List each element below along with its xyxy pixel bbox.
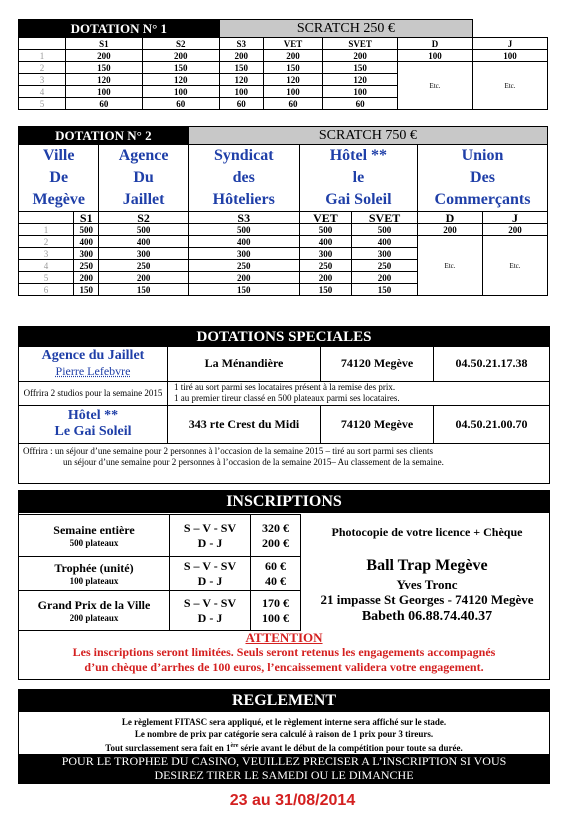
reglement-line-1: Le règlement FITASC sera appliqué, et le règlement interne sera affiché sur le stade. — [121, 717, 447, 727]
table-row: 6 150 150 150 150 150 — [19, 284, 548, 296]
inscriptions-box — [18, 490, 550, 680]
sponsor-union: Union Des Commerçants — [418, 145, 548, 212]
table-row: Trophée (unité) 100 plateaux S – V - SV D - J 60 € 40 € — [19, 557, 301, 591]
trophee-note: POUR LE TROPHEE DU CASINO, VEUILLEZ PRECISER A L’INSCRIPTION SI VOUS DESIREZ TIRER LE SAMEDI OU LE DIMANCHE — [19, 754, 549, 783]
reglement-line-2: Le nombre de prix par catégorie sera calculé à raison de 1 prix pour 3 tireurs. — [134, 729, 434, 739]
table-row: 2 400 400 400 400 400 Etc. Etc. — [19, 236, 548, 248]
sponsor-ville: Ville De Megève — [19, 145, 99, 212]
col-header: D — [418, 212, 483, 224]
col-header: D — [398, 38, 473, 50]
dotation-1-title: DOTATION N° 1 — [19, 20, 220, 38]
dotation-2-header-row — [19, 212, 548, 224]
sponsor-row — [19, 145, 548, 212]
sponsor-hotel: Hôtel ** le Gai Soleil — [299, 145, 417, 212]
photocopie-note: Photocopie de votre licence + Chèque — [331, 525, 523, 539]
attention-line-2: d’un chèque d’arrhes de 100 euros, l’encaissement validera votre engagement. — [84, 660, 484, 674]
table-row: 3 120 120 120 120 120 — [19, 74, 548, 86]
col-header: S2 — [142, 38, 219, 50]
dotations-speciales-title: DOTATIONS SPECIALES — [19, 327, 549, 347]
col-header: S1 — [74, 212, 99, 224]
club-address: 21 impasse St Georges - 74120 Megève — [320, 592, 534, 607]
col-header: S1 — [66, 38, 143, 50]
club-phone: Babeth 06.88.74.40.37 — [361, 609, 493, 624]
dotations-speciales-box: DOTATIONS SPECIALES Agence du Jaillet Pierre Lefebvre La Ménandière 74120 Megève 04.50.21.17.38 Offrira 2 studios pour la semaine 2015 1 tiré au sort parmi ses locataires présent à la remise des prix. 1 au premier tireur classé en 500 plateaux parmi ses locataires. Hôtel ** Le Gai Soleil 343 rte Crest du Midi 74120 Megève 04.50.21.00.70 Offrira : un séjour d’une semaine pour 2 personnes à l’occasion de la semaine 2015 – tiré au sort parmi ses clients un séjour d’une semaine pour 2 personnes à l’occasion de la semaine 2015– Au classement de la semaine. — [18, 326, 550, 484]
dotation-2-scratch: SCRATCH 750 € — [188, 127, 547, 145]
col-header: J — [483, 212, 548, 224]
reglement-box — [18, 689, 550, 784]
col-header: S2 — [99, 212, 188, 224]
table-row: 1 500 500 500 500 500 200 200 — [19, 224, 548, 236]
col-header: S3 — [219, 38, 263, 50]
dotation-1-header-row — [19, 38, 548, 50]
event-dates: 23 au 31/08/2014 — [229, 792, 356, 809]
col-header: J — [473, 38, 548, 50]
contact-person: Yves Tronc — [396, 577, 458, 592]
dotation-2-title: DOTATION N° 2 — [19, 127, 189, 145]
table-row: 5 200 200 200 200 200 — [19, 272, 548, 284]
reglement-line-3: Tout surclassement sera fait en 1ère série avant le début de la compétition pour toute sa durée. — [105, 743, 463, 753]
dotation-2-table — [18, 126, 548, 296]
attention-title: ATTENTION — [245, 630, 323, 645]
dotation-1-table — [18, 19, 548, 110]
col-header: SVET — [352, 212, 418, 224]
dotation-1-scratch: SCRATCH 250 € — [219, 20, 472, 38]
col-header: SVET — [323, 38, 398, 50]
agence-cell: Agence du Jaillet Pierre Lefebvre — [19, 347, 168, 381]
table-row: 1 200 200 200 200 200 100 100 — [19, 50, 548, 62]
inscriptions-title: INSCRIPTIONS — [19, 491, 549, 513]
table-row: Semaine entière 500 plateaux S – V - SV D - J 320 € 200 € — [19, 515, 301, 557]
table-row: 5 60 60 60 60 60 — [19, 98, 548, 110]
reglement-title: REGLEMENT — [19, 690, 549, 712]
sponsor-agence: Agence Du Jaillet — [99, 145, 188, 212]
col-header: S3 — [188, 212, 299, 224]
hotel-cell: Hôtel ** Le Gai Soleil — [19, 405, 168, 443]
table-row: 2 150 150 150 150 150 Etc. Etc. — [19, 62, 548, 74]
club-name: Ball Trap Megève — [366, 557, 488, 574]
table-row: 3 300 300 300 300 300 — [19, 248, 548, 260]
col-header: VET — [263, 38, 322, 50]
sponsor-syndicat: Syndicat des Hôteliers — [188, 145, 299, 212]
attention-line-1: Les inscriptions seront limitées. Seuls seront retenus les engagements accompagnés — [72, 645, 496, 659]
table-row: 4 100 100 100 100 100 — [19, 86, 548, 98]
table-row: 4 250 250 250 250 250 — [19, 260, 548, 272]
col-header: VET — [299, 212, 351, 224]
table-row: Grand Prix de la Ville 200 plateaux S – V - SV D - J 170 € 100 € — [19, 591, 301, 631]
